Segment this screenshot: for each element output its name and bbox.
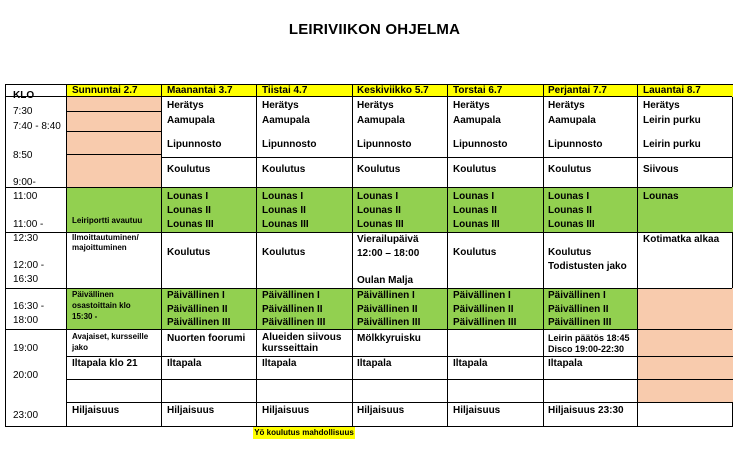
sat-siivous: Siivous: [643, 164, 679, 175]
header-day: Torstai 6.7: [453, 85, 503, 96]
sunday-avajaiset: jako: [72, 343, 89, 352]
thu-dinner: Päivällinen II: [453, 304, 514, 315]
tue-aamupala: Aamupala: [262, 115, 310, 126]
fri-hiljaisuus: Hiljaisuus 23:30: [548, 405, 624, 416]
fri-afternoon: Todistusten jako: [548, 261, 627, 272]
sunday-iltapala: Iltapala klo 21: [72, 358, 138, 369]
thu-dinner: Päivällinen III: [453, 317, 517, 328]
mon-dinner: Päivällinen II: [167, 304, 228, 315]
thu-dinner: Päivällinen I: [453, 290, 511, 301]
fri-lounas: Lounas III: [548, 219, 595, 230]
thu-lipunnosto: Lipunnosto: [453, 139, 508, 150]
header-day: Sunnuntai 2.7: [72, 85, 138, 96]
wed-dinner: Päivällinen I: [357, 290, 415, 301]
tue-dinner: Päivällinen I: [262, 290, 320, 301]
time-label: 20:00: [13, 370, 39, 381]
mon-koulutus: Koulutus: [167, 164, 211, 175]
fri-iltapala: Iltapala: [548, 358, 583, 369]
tue-lounas: Lounas II: [262, 205, 306, 216]
sat-purku: Leirin purku: [643, 115, 701, 126]
tue-lounas: Lounas I: [262, 191, 304, 202]
time-label: 9:00-: [13, 177, 36, 188]
fri-evening: Leirin päätös 18:45: [548, 333, 630, 343]
header-day: Lauantai 8.7: [643, 85, 701, 96]
fri-dinner: Päivällinen II: [548, 304, 609, 315]
mon-evening: Nuorten foorumi: [167, 333, 246, 344]
thu-aamupala: Aamupala: [453, 115, 501, 126]
wed-dinner: Päivällinen III: [357, 317, 421, 328]
thu-koulutus: Koulutus: [453, 164, 497, 175]
fri-lounas: Lounas II: [548, 205, 592, 216]
wed-visit: Oulan Malja: [357, 275, 414, 286]
wed-lounas: Lounas I: [357, 191, 399, 202]
sat-purku-2: Leirin purku: [643, 139, 701, 150]
fri-aamupala: Aamupala: [548, 115, 596, 126]
tue-evening: Alueiden siivous: [262, 332, 342, 343]
mon-koulutus-afternoon: Koulutus: [167, 247, 211, 258]
thu-iltapala: Iltapala: [453, 358, 488, 369]
tue-dinner: Päivällinen II: [262, 304, 323, 315]
tue-heratys: Herätys: [262, 100, 299, 111]
mon-lounas: Lounas III: [167, 219, 214, 230]
mon-lounas: Lounas I: [167, 191, 209, 202]
mon-dinner: Päivällinen III: [167, 317, 231, 328]
thu-lounas: Lounas I: [453, 191, 495, 202]
header-day: Perjantai 7.7: [548, 85, 607, 96]
sunday-leiriportti: Leiriportti avautuu: [72, 216, 143, 225]
tue-dinner: Päivällinen III: [262, 317, 326, 328]
header-klo: KLO: [13, 90, 35, 101]
time-label: 16:30: [13, 274, 39, 285]
sunday-majoittuminen: majoittuminen: [72, 243, 127, 252]
wed-koulutus: Koulutus: [357, 164, 401, 175]
wed-hiljaisuus: Hiljaisuus: [357, 405, 405, 416]
wed-dinner: Päivällinen II: [357, 304, 418, 315]
wed-heratys: Herätys: [357, 100, 394, 111]
sat-lounas: Lounas: [643, 191, 679, 202]
header-day: Tiistai 4.7: [262, 85, 308, 96]
time-label: 19:00: [13, 343, 39, 354]
sat-kotimatka: Kotimatka alkaa: [643, 234, 720, 245]
time-label: 12:30: [13, 233, 39, 244]
schedule-table: [5, 84, 733, 427]
fri-heratys: Herätys: [548, 100, 585, 111]
wed-aamupala: Aamupala: [357, 115, 405, 126]
page-title: LEIRIVIIKON OHJELMA: [288, 21, 461, 38]
fri-koulutus: Koulutus: [548, 164, 592, 175]
time-label: 16:30 -: [13, 301, 45, 312]
time-label: 11:00 -: [13, 219, 44, 230]
tue-evening: kursseittain: [262, 343, 319, 354]
mon-lounas: Lounas II: [167, 205, 211, 216]
header-day: Keskiviikko 5.7: [357, 85, 429, 96]
tue-iltapala: Iltapala: [262, 358, 297, 369]
fri-dinner: Päivällinen III: [548, 317, 612, 328]
sunday-ilmoittautuminen: Ilmoittautuminen/: [72, 233, 139, 242]
sunday-dinner: Päivällinen: [72, 290, 114, 299]
time-label: 11:00: [13, 191, 38, 202]
sunday-hiljaisuus: Hiljaisuus: [72, 405, 120, 416]
mon-hiljaisuus: Hiljaisuus: [167, 405, 215, 416]
thu-lounas: Lounas II: [453, 205, 497, 216]
wed-lounas: Lounas II: [357, 205, 401, 216]
thu-heratys: Herätys: [453, 100, 490, 111]
mon-lipunnosto: Lipunnosto: [167, 139, 222, 150]
mon-dinner: Päivällinen I: [167, 290, 225, 301]
time-label: 7:30: [13, 106, 33, 117]
thu-hiljaisuus: Hiljaisuus: [453, 405, 501, 416]
header-day: Maanantai 3.7: [167, 85, 233, 96]
mon-iltapala: Iltapala: [167, 358, 202, 369]
wed-evening: Mölkkyruisku: [357, 333, 421, 344]
tue-lipunnosto: Lipunnosto: [262, 139, 317, 150]
wed-lounas: Lounas III: [357, 219, 404, 230]
tue-koulutus-afternoon: Koulutus: [262, 247, 306, 258]
wed-visit: 12:00 – 18:00: [357, 248, 420, 259]
fri-evening: Disco 19:00-22:30: [548, 344, 625, 354]
mon-heratys: Herätys: [167, 100, 204, 111]
wed-lipunnosto: Lipunnosto: [357, 139, 412, 150]
time-label: 18:00: [13, 315, 39, 326]
time-label: 8:50: [13, 150, 33, 161]
saturday-evening-empty: [638, 288, 733, 402]
mon-aamupala: Aamupala: [167, 115, 215, 126]
time-label: 12:00 -: [13, 260, 45, 271]
tue-hiljaisuus: Hiljaisuus: [262, 405, 310, 416]
time-label: 7:40 - 8:40: [13, 121, 61, 132]
fri-lipunnosto: Lipunnosto: [548, 139, 603, 150]
fri-dinner: Päivällinen I: [548, 290, 606, 301]
sunday-dinner: 15:30 -: [72, 312, 98, 321]
wed-iltapala: Iltapala: [357, 358, 392, 369]
tue-koulutus: Koulutus: [262, 164, 306, 175]
thu-lounas: Lounas III: [453, 219, 500, 230]
night-training-note: Yö koulutus mahdollisuus: [254, 428, 354, 437]
sunday-dinner: osastoittain klo: [72, 301, 131, 310]
time-label: 23:00: [13, 410, 39, 421]
tue-lounas: Lounas III: [262, 219, 309, 230]
sunday-avajaiset: Avajaiset, kursseille: [72, 332, 149, 341]
thu-koulutus-afternoon: Koulutus: [453, 247, 497, 258]
wed-visit: Vierailupäivä: [357, 234, 419, 245]
fri-lounas: Lounas I: [548, 191, 590, 202]
sat-heratys: Herätys: [643, 100, 680, 111]
fri-afternoon: Koulutus: [548, 247, 592, 258]
